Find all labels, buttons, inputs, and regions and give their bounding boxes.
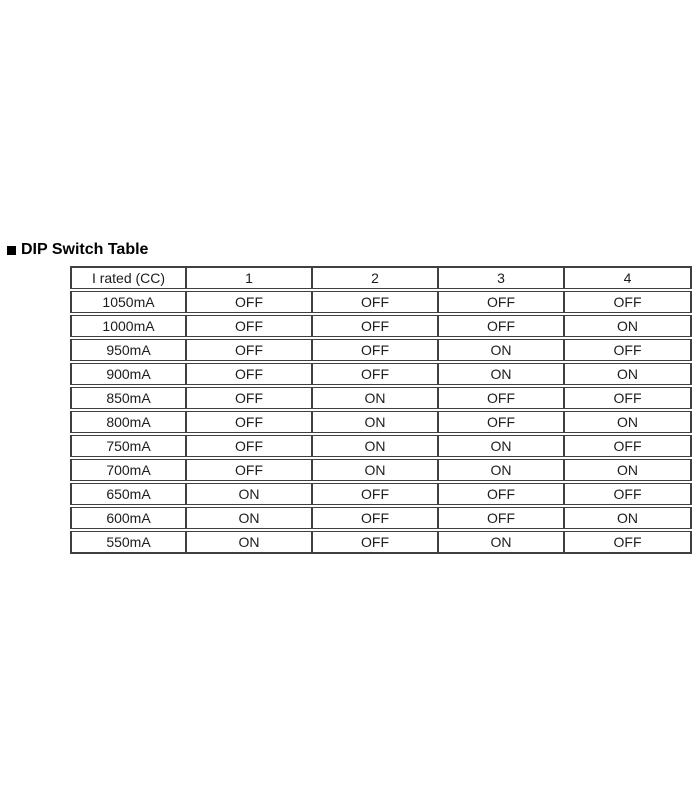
table-row	[70, 387, 692, 409]
switch-state-cell: ON	[186, 507, 312, 529]
black-square-icon	[7, 246, 16, 255]
switch-state-cell: ON	[564, 363, 692, 385]
row-label-cell: 1050mA	[70, 291, 186, 313]
table-header-row	[70, 266, 692, 289]
switch-state-cell: OFF	[186, 435, 312, 457]
switch-state-cell: OFF	[186, 339, 312, 361]
switch-state-cell: ON	[438, 531, 564, 554]
table-row	[70, 339, 692, 361]
row-label-cell: 950mA	[70, 339, 186, 361]
row-label-cell: 550mA	[70, 531, 186, 554]
switch-state-cell: OFF	[564, 531, 692, 554]
switch-state-cell: ON	[564, 411, 692, 433]
row-label-cell: 650mA	[70, 483, 186, 505]
switch-state-cell: OFF	[312, 531, 438, 554]
column-header-1: 1	[186, 266, 312, 289]
switch-state-cell: OFF	[564, 435, 692, 457]
table-row	[70, 411, 692, 433]
switch-state-cell: OFF	[312, 339, 438, 361]
table-row	[70, 507, 692, 529]
switch-state-cell: OFF	[438, 291, 564, 313]
switch-state-cell: OFF	[438, 315, 564, 337]
switch-state-cell: OFF	[312, 483, 438, 505]
switch-state-cell: ON	[312, 411, 438, 433]
switch-state-cell: OFF	[186, 291, 312, 313]
switch-state-cell: ON	[186, 483, 312, 505]
switch-state-cell: ON	[312, 459, 438, 481]
table-row	[70, 435, 692, 457]
switch-state-cell: ON	[564, 507, 692, 529]
table-row	[70, 531, 692, 554]
section-title-text: DIP Switch Table	[21, 241, 149, 258]
switch-state-cell: ON	[564, 459, 692, 481]
switch-state-cell: OFF	[312, 315, 438, 337]
switch-state-cell: OFF	[438, 387, 564, 409]
switch-state-cell: OFF	[186, 459, 312, 481]
switch-state-cell: OFF	[312, 291, 438, 313]
switch-state-cell: ON	[438, 363, 564, 385]
switch-state-cell: OFF	[564, 339, 692, 361]
switch-state-cell: ON	[186, 531, 312, 554]
switch-state-cell: OFF	[564, 387, 692, 409]
table-row	[70, 291, 692, 313]
table-row	[70, 363, 692, 385]
switch-state-cell: ON	[312, 435, 438, 457]
switch-state-cell: OFF	[186, 315, 312, 337]
row-label-cell: 800mA	[70, 411, 186, 433]
switch-state-cell: ON	[438, 459, 564, 481]
switch-state-cell: OFF	[186, 387, 312, 409]
row-label-cell: 600mA	[70, 507, 186, 529]
switch-state-cell: OFF	[438, 507, 564, 529]
switch-state-cell: OFF	[186, 363, 312, 385]
table-row	[70, 483, 692, 505]
switch-state-cell: ON	[438, 339, 564, 361]
row-label-cell: 900mA	[70, 363, 186, 385]
row-label-cell: 750mA	[70, 435, 186, 457]
switch-state-cell: OFF	[312, 363, 438, 385]
row-label-cell: 700mA	[70, 459, 186, 481]
switch-state-cell: ON	[564, 315, 692, 337]
switch-state-cell: OFF	[312, 507, 438, 529]
table-row	[70, 315, 692, 337]
column-header-irated: I rated (CC)	[70, 266, 186, 289]
column-header-2: 2	[312, 266, 438, 289]
switch-state-cell: ON	[438, 435, 564, 457]
column-header-4: 4	[564, 266, 692, 289]
table-row	[70, 459, 692, 481]
switch-state-cell: OFF	[438, 483, 564, 505]
switch-state-cell: ON	[312, 387, 438, 409]
switch-state-cell: OFF	[564, 483, 692, 505]
dip-switch-table-body	[70, 291, 692, 554]
column-header-3: 3	[438, 266, 564, 289]
switch-state-cell: OFF	[186, 411, 312, 433]
row-label-cell: 1000mA	[70, 315, 186, 337]
switch-state-cell: OFF	[564, 291, 692, 313]
switch-state-cell: OFF	[438, 411, 564, 433]
dip-switch-table	[70, 264, 692, 556]
section-title	[7, 241, 148, 259]
row-label-cell: 850mA	[70, 387, 186, 409]
